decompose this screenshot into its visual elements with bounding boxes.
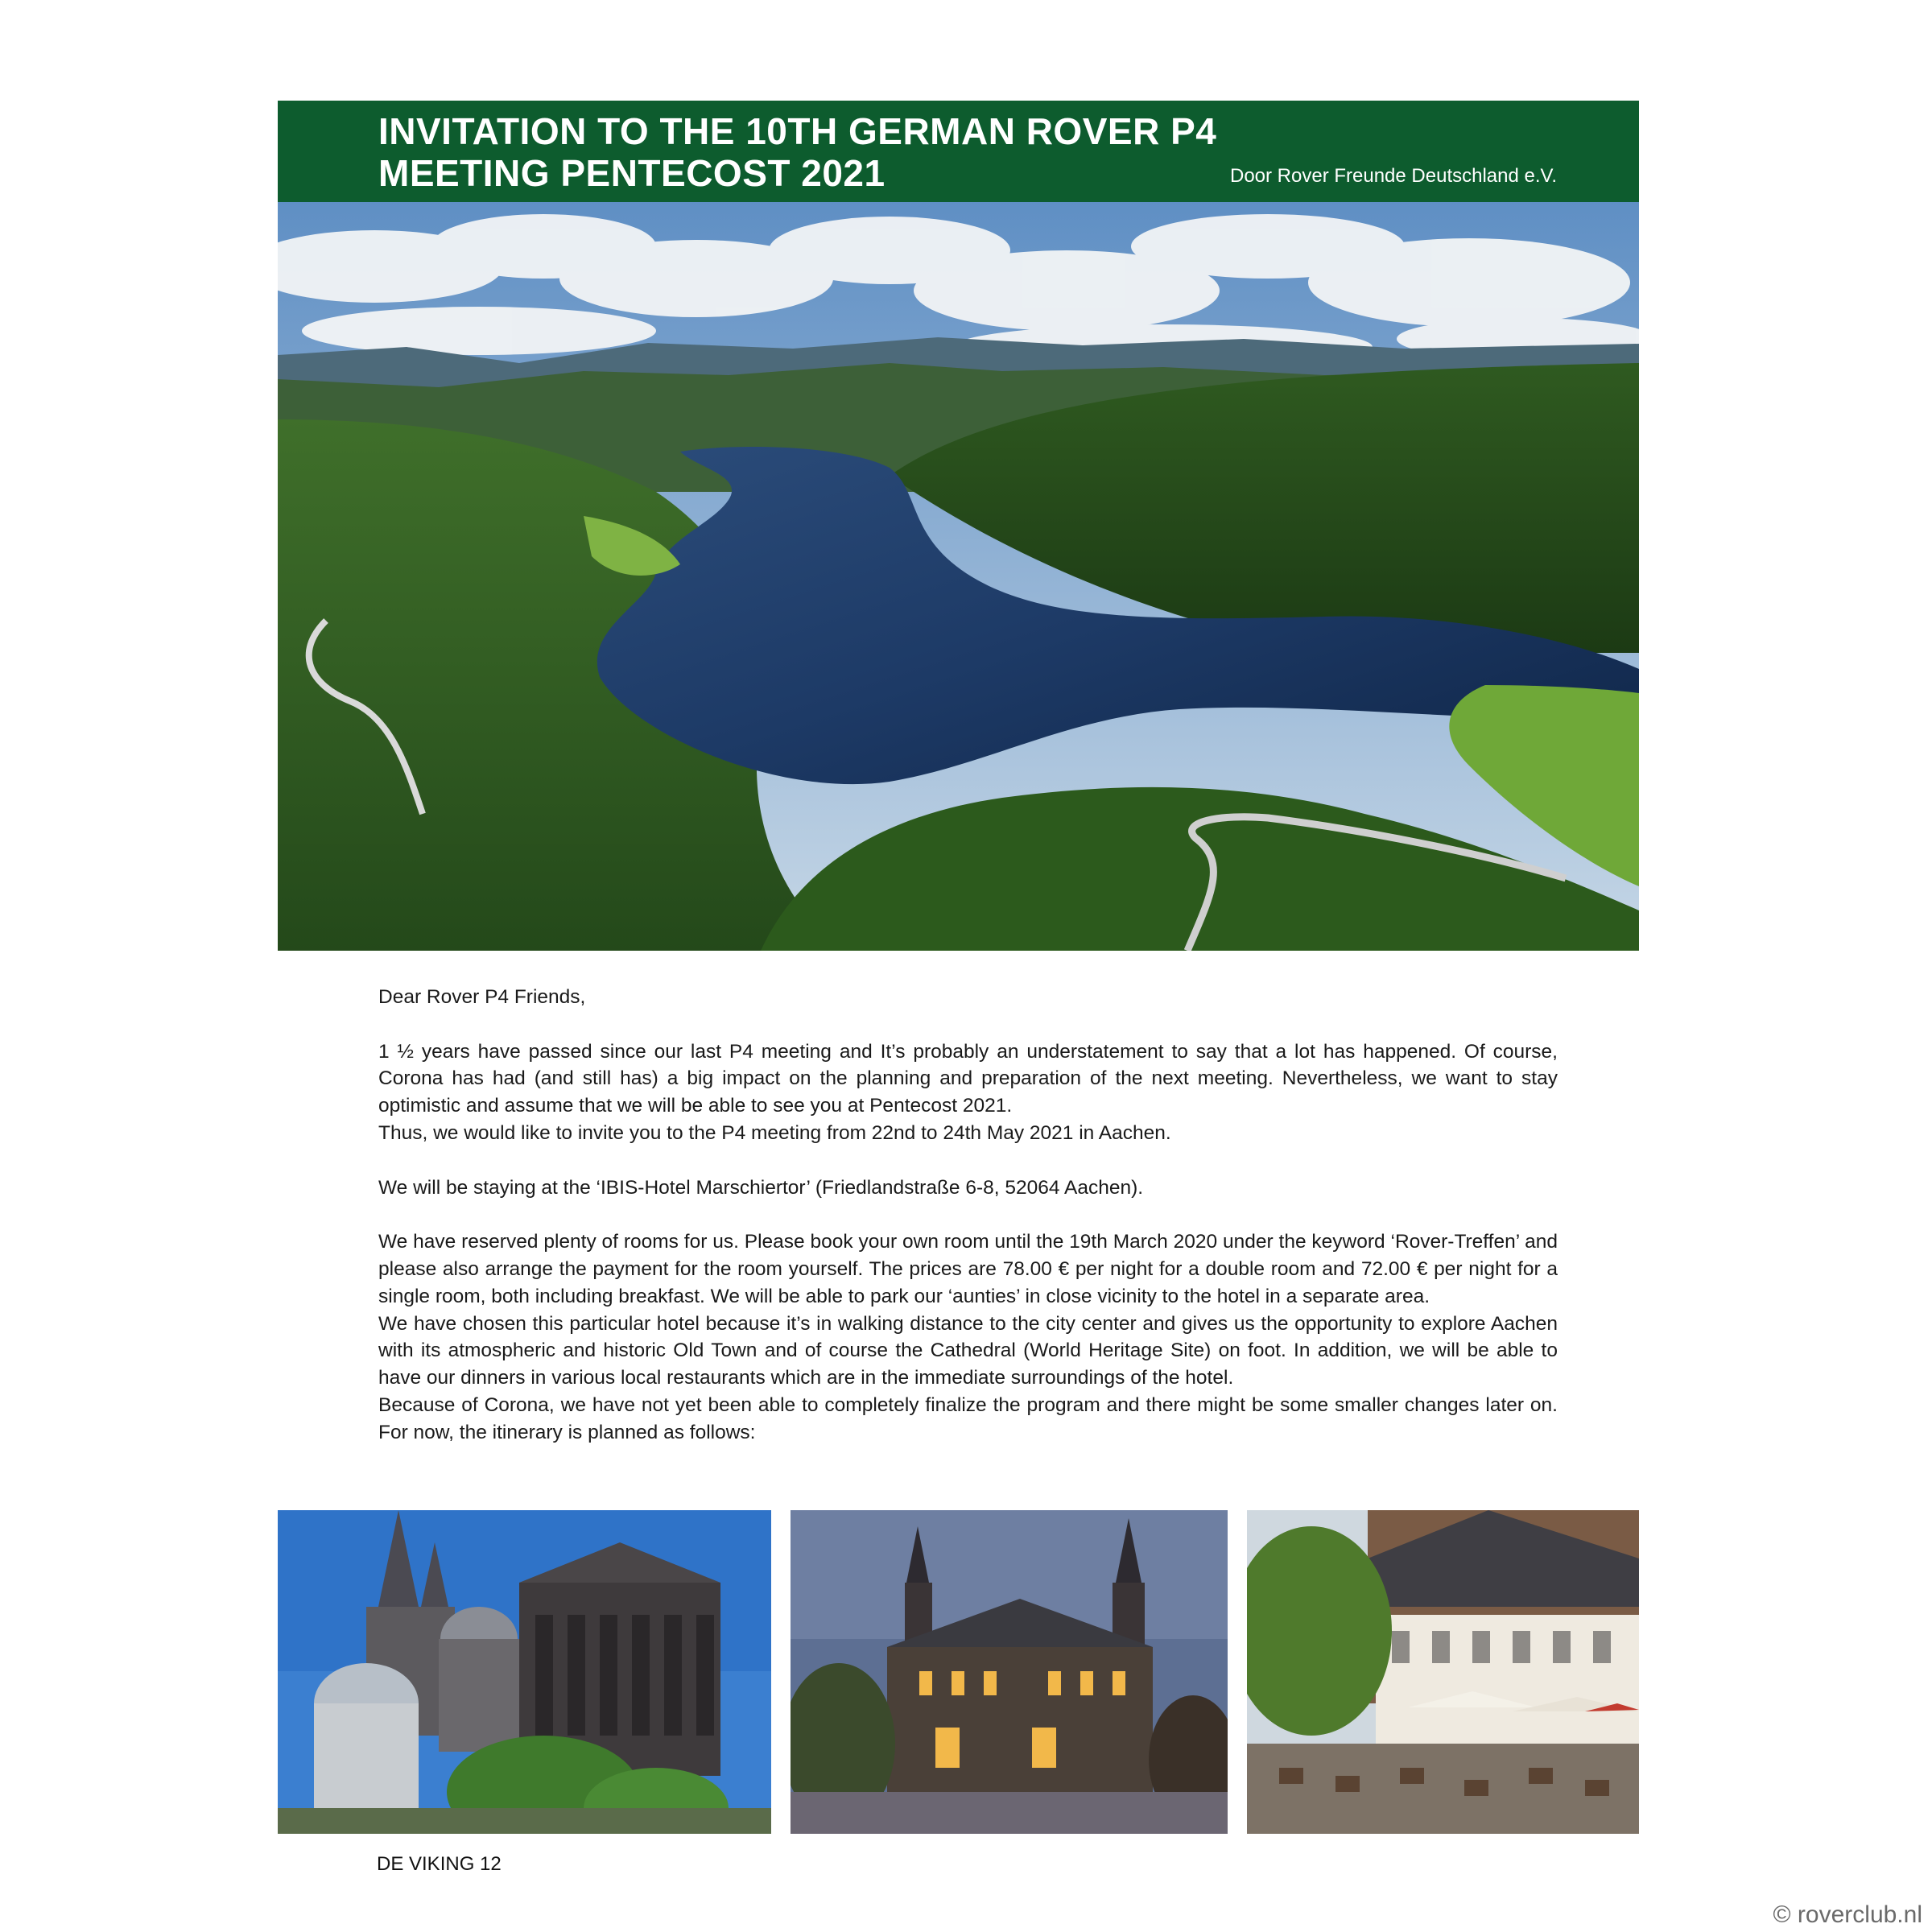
greeting: Dear Rover P4 Friends,: [378, 986, 586, 1008]
old-town-square-photo: [1247, 1510, 1639, 1834]
title-line-1: INVITATION TO THE 10TH GERMAN ROVER P4: [378, 110, 1217, 152]
title-line-2: MEETING PENTECOST 2021: [378, 152, 886, 194]
paragraph-hotel: We will be staying at the ‘IBIS-Hotel Marschiertor’ (Friedlandstraße 6-8, 52064 Aachen).: [378, 1176, 1144, 1199]
title-banner: [278, 101, 1639, 202]
page-title: [378, 110, 1216, 194]
letter-body: [378, 984, 1558, 1447]
paragraph-invite: Thus, we would like to invite you to the P4 meeting from 22nd to 24th May 2021 in Aachen.: [378, 1121, 1171, 1144]
page-footer: DE VIKING 12: [377, 1853, 502, 1875]
paragraph-location: We have chosen this particular hotel because it’s in walking distance to the city center and gives us the opportunity to explore Aachen with its atmospheric and historic Old Town and of course the Cathedral (World Heritage Site) on foot. In addition, we will be able to have our dinners in various local restaurants which are in the immediate surroundings of the hotel.: [378, 1312, 1558, 1389]
paragraph-booking: We have reserved plenty of rooms for us. Please book your own room until the 19th March 2020 under the keyword ‘Rover-Treffen’ and please also arrange the payment for the room yourself. The prices are 78.00 € per night for a double room and 72.00 € per night for a single room, both including breakfast. We will be able to park our ‘aunties’ in close vicinity to the hotel in a separate area.: [378, 1231, 1558, 1307]
paragraph-program: Because of Corona, we have not yet been able to completely finalize the program and there might be some smaller changes later on. For now, the itinerary is planned as follows:: [378, 1393, 1558, 1443]
byline: Door Rover Freunde Deutschland e.V.: [1229, 165, 1557, 187]
cathedral-photo: [278, 1510, 771, 1834]
watermark: © roverclub.nl: [1773, 1901, 1922, 1928]
hero-lake-photo: [278, 202, 1639, 951]
paragraph-intro: 1 ½ years have passed since our last P4 meeting and It’s probably an understatement to say that a lot has happened. Of course, Corona has had (and still has) a big impact on the planning and preparation of the next meeting. Nevertheless, we want to stay optimistic and assume that we will be able to see you at Pentecost 2021.: [378, 1040, 1558, 1117]
town-hall-photo: [791, 1510, 1228, 1834]
